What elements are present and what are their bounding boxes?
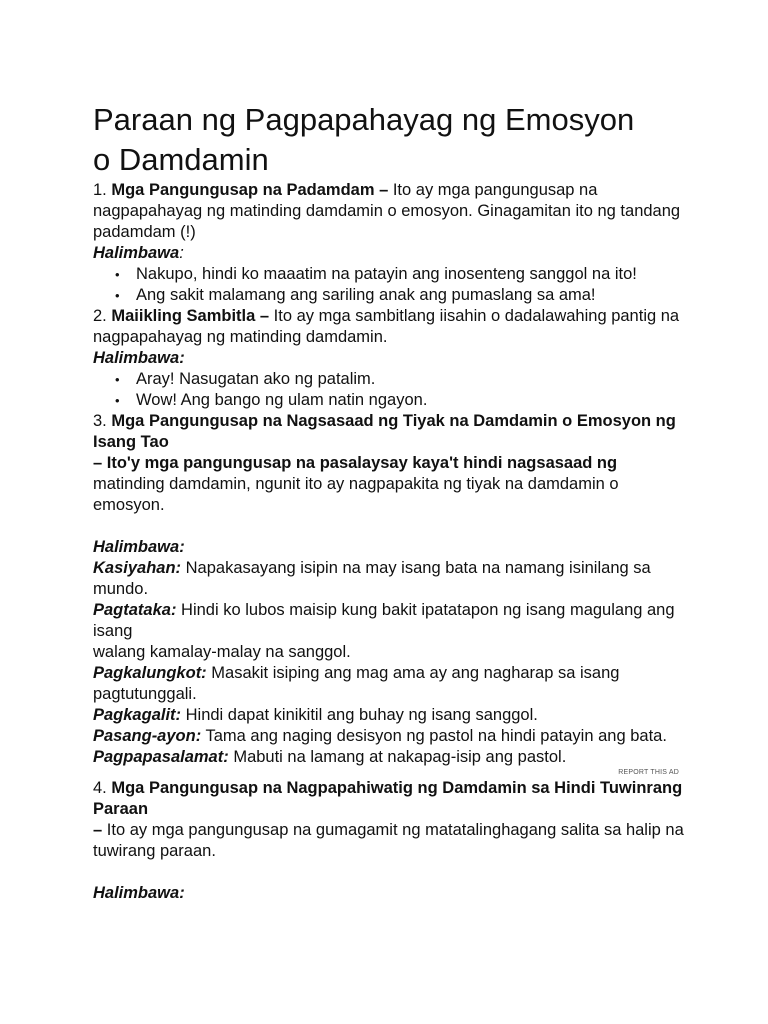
section-4-heading-line [93,778,693,820]
section-2-example-label: Halimbawa: [93,349,185,367]
section-1-heading: Mga Pangungusap na Padamdam – [111,181,389,199]
section-2-number: 2. [93,307,112,325]
example-pagkagalit: Pagkagalit: Hindi dapat kinikitil ang buhay ng isang sanggol. [93,706,538,724]
section-3-example-label: Halimbawa: [93,538,185,556]
document-body [93,180,693,904]
list-item: • Ang sakit malamang ang sariling anak ang pumaslang sa ama! [93,285,693,306]
section-1-number: 1. [93,181,112,199]
section-1-text: Ito ay mga pangungusap na nagpapahayag ng matinding damdamin o emosyon. Ginagamitan ito ng tandang padamdam (!) [93,181,681,241]
section-2-text: Ito ay mga sambitlang iisahin o dadalawahing pantig na nagpapahayag ng matinding damdamin. [93,307,680,346]
section-2-example-list [93,369,693,411]
section-4-text: – Ito ay mga pangungusap na gumagamit ng matatalinghagang salita sa halip na tuwirang paraan. [93,821,684,860]
list-item: • Nakupo, hindi ko maaatim na patayin ang inosenteng sanggol na ito! [93,264,693,285]
example-pagpapasalamat: Pagpapasalamat: Mabuti na lamang at nakapag-isip ang pastol. [93,748,567,766]
section-4-number: 4. [93,779,112,797]
section-2-heading: Maiikling Sambitla – [111,307,270,325]
example-pagtataka-continued: walang kamalay-malay na sanggol. [93,643,351,661]
section-3-heading-line [93,411,693,453]
example-pagtataka: Pagtataka: Hindi ko lubos maisip kung bakit ipatatapon ng isang magulang ang isang [93,601,675,640]
section-1-example-list [93,264,693,306]
section-2-paragraph [93,306,693,348]
spacer [93,862,693,883]
example-kasiyahan: Kasiyahan: Napakasayang isipin na may isang bata na namang isinilang sa mundo. [93,559,651,598]
example-pagkalungkot: Pagkalungkot: Masakit isiping ang mag ama ay ang nagharap sa isang pagtutunggali. [93,664,620,703]
section-4-example-label: Halimbawa: [93,884,185,902]
section-1-example-label: Halimbawa: [93,244,184,262]
title-line-2: o Damdamin [93,142,269,177]
section-3-number: 3. [93,412,112,430]
page-title [93,100,713,180]
section-4-heading: Mga Pangungusap na Nagpapahiwatig ng Damdamin sa Hindi Tuwinrang Paraan [93,779,683,818]
example-pasang-ayon: Pasang-ayon: Tama ang naging desisyon ng pastol na hindi patayin ang bata. [93,727,667,745]
list-item: • Aray! Nasugatan ako ng patalim. [93,369,693,390]
section-3-lead: – Ito'y mga pangungusap na pasalaysay kaya't hindi nagsasaad ng [93,454,618,472]
section-3-heading: Mga Pangungusap na Nagsasaad ng Tiyak na Damdamin o Emosyon ng Isang Tao [93,412,676,451]
list-item: • Wow! Ang bango ng ulam natin ngayon. [93,390,693,411]
title-line-1: Paraan ng Pagpapahayag ng Emosyon [93,102,635,137]
section-3-text: matinding damdamin, ngunit ito ay nagpapakita ng tiyak na damdamin o emosyon. [93,475,619,514]
spacer [93,516,693,537]
report-ad-link[interactable]: REPORT THIS AD [618,769,679,776]
section-1-paragraph [93,180,693,243]
